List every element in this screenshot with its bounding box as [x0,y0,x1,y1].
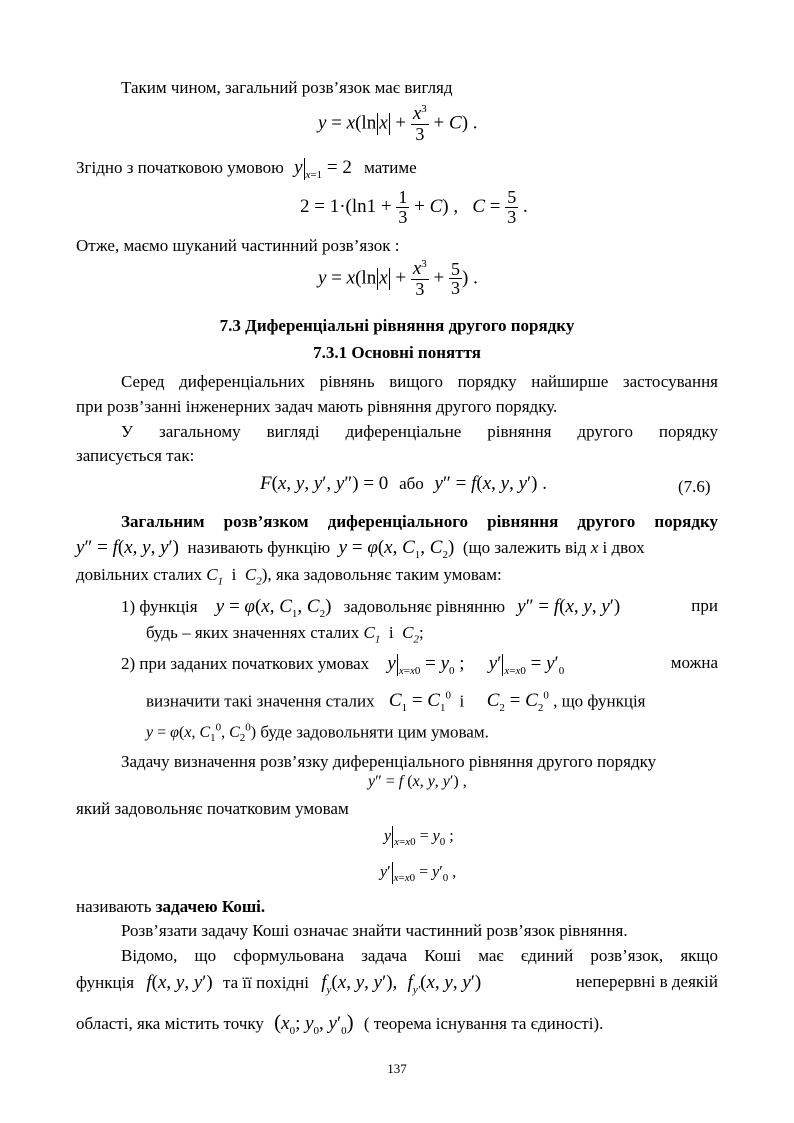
text-line: називають задачею Коші. [76,897,266,916]
formula-7-6: F(x, y, y′, y″) = 0 або y″ = f(x, y, y′) . [260,473,547,494]
formula-general-solution: y = x(ln x + $\frac{x^3}{3}$ + C) . [318,103,478,144]
text-line: записується так: [76,446,195,465]
formula-ic-1: y $_{x=x0} = y_0$ ; [384,827,454,848]
text-line: який задовольняє початковим умовам [76,799,349,818]
formula-ic-2: y′ $_{x=x0} = y'_0$ , [380,863,457,884]
text-line: визначити такі значення сталих $C_1 = C_1^0$ і $C_2 = C_2^0$ , що функція [146,690,646,715]
text-line: будь – яких значеннях сталих $C_1$ і $C_2$; [146,623,424,646]
equation-number: (7.6) [678,477,711,496]
text-line: функція f(x, y, y′) та її похідні $f_y(x$, y, y′), $f_{y'}(x$, y, y′) неперервні в деякій [76,972,718,996]
text-line: Таким чином, загальний розв’язок має вигляд [121,78,453,97]
text-line: Отже, маємо шуканий частинний розв’язок : [76,236,400,255]
text-line: У загальному вигляді диференціальне рівняння другого порядку [121,422,718,441]
text-line: Розв’язати задачу Коші означає знайти частинний розв’язок рівняння. [121,921,628,940]
formula-particular-solution: y = x(ln x + $\frac{x^3}{3}$ + $\frac{5}{3}$ ) . [318,258,478,299]
text-line: Серед диференціальних рівнянь вищого порядку найширше застосування [121,372,718,391]
text-line: y″ = f(x, y, y′) називають функцію y = φ(x, $C_1$, $C_2$) (що залежить від x і двох [76,537,645,561]
condition-2: 2) при заданих початкових умовах y $_{x=x0} = y_0$ ; y′ $_{x=x0} = y'_0$ можна [121,653,718,677]
text-line: області, яка містить точку ($x_0$; $y_0$, $y'_0$) ( теорема існування та єдиності). [76,1010,604,1037]
condition-1: 1) функція y = φ(x, $C_1$, $C_2$) задовольняє рівнянню y″ = f(x, y, y′) при [121,596,718,620]
text-line: Задачу визначення розв’язку диференціального рівняння другого порядку [121,752,657,771]
definition-bold: Загальним розв’язком диференціального рівняння другого порядку [121,512,718,531]
formula-initial: 2 = 1·(ln1 + $\frac{1}{3}$ + C) , C = $\frac{5}{3}$ . [300,187,528,227]
subsection-heading: 7.3.1 Основні поняття [313,343,481,362]
text-line: y = φ(x, $C_1^0$, $C_2^0$) буде задовольняти цим умовам. [146,722,489,745]
page-number: 137 [387,1061,407,1076]
text-line: Згідно з початковою умовою y $_{x=1}$ = 2 матиме [76,157,417,181]
text-line: Відомо, що сформульована задача Коші має єдиний розв’язок, якщо [121,946,718,965]
formula-ode: y″ = f (x, y, y′) , [368,773,467,790]
text-line: довільних сталих $C_1$ і $C_2$), яка задовольняє таким умовам: [76,565,502,588]
section-heading: 7.3 Диференціальні рівняння другого порядку [219,316,575,335]
text-line: при розв’занні інженерних задач мають рівняння другого порядку. [76,397,558,416]
